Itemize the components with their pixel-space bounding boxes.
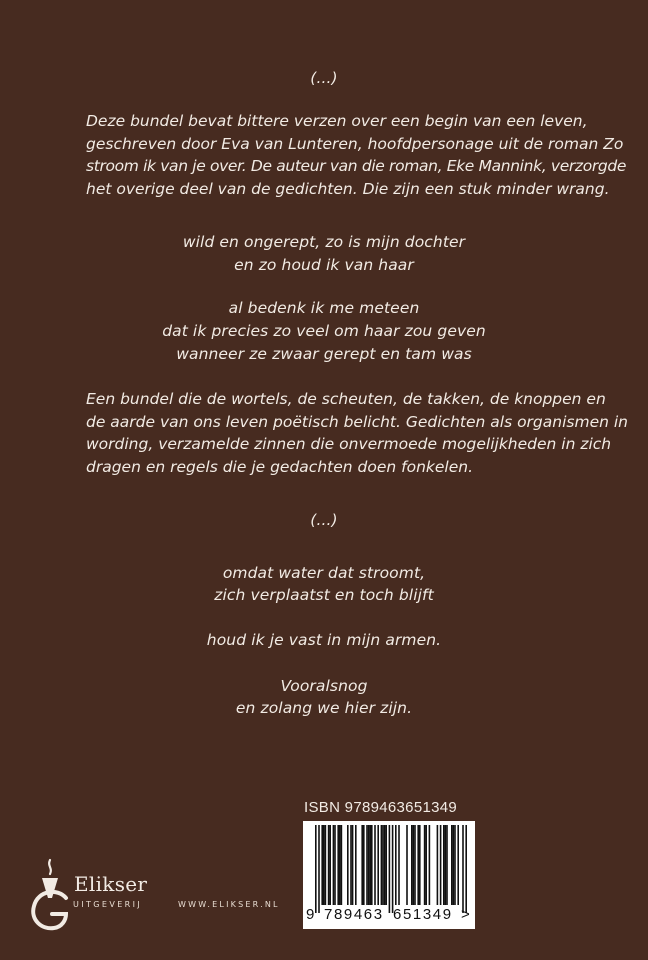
barcode-first-digit: 9: [306, 906, 315, 923]
poem-line: wild en ongerept, zo is mijn dochter: [182, 233, 466, 251]
description-line: Een bundel die de wortels, de scheuten, de takken, de knoppen en: [86, 390, 606, 408]
isbn-label: ISBN 9789463651349: [304, 799, 458, 816]
poem-line: en zo houd ik van haar: [234, 256, 414, 274]
publisher-website: WWW.ELIKSER.NL: [178, 900, 280, 909]
barcode-digits: [303, 906, 475, 928]
poem-line: al bedenk ik me meteen: [228, 299, 420, 317]
intro-line: stroom ik van je over. De auteur van die roman, Eke Mannink, verzorgde: [86, 157, 627, 175]
poem-line: zich verplaatst en toch blijft: [214, 586, 434, 604]
intro-line: geschreven door Eva van Lunteren, hoofdpersonage uit de roman Zo: [86, 134, 624, 153]
publisher-name: Elikser: [74, 872, 148, 896]
barcode-marker: >: [461, 906, 470, 923]
poem-line: dat ik precies zo veel om haar zou geven: [162, 322, 486, 340]
poem-line: wanneer ze zwaar gerept en tam was: [176, 345, 472, 363]
poem-line: omdat water dat stroomt,: [222, 564, 426, 582]
barcode-right-group: 651349: [393, 906, 453, 923]
publisher-subtitle: UITGEVERIJ: [73, 900, 143, 909]
description-line: wording, verzamelde zinnen die onvermoede mogelijkheden in zich: [86, 435, 612, 453]
intro-paragraph: [86, 110, 627, 200]
poem-line: en zolang we hier zijn.: [235, 699, 413, 717]
poem-line: Vooralsnog: [280, 677, 368, 695]
ellipsis-middle: (...): [310, 511, 338, 529]
barcode-left-group: 789463: [324, 906, 384, 923]
ellipsis-top: (...): [310, 69, 338, 87]
elikser-logo-icon: [28, 858, 74, 932]
description-line: dragen en regels die je gedachten doen fonkelen.: [86, 457, 473, 476]
barcode: [303, 821, 475, 929]
poem-line: houd ik je vast in mijn armen.: [206, 631, 442, 649]
intro-line: Deze bundel bevat bittere verzen over een begin van een leven,: [86, 112, 588, 130]
description-line: de aarde van ons leven poëtisch belicht. Gedichten als organismen in: [86, 412, 628, 431]
intro-line: het overige deel van de gedichten. Die zijn een stuk minder wrang.: [86, 179, 610, 198]
description-paragraph: [86, 388, 628, 478]
